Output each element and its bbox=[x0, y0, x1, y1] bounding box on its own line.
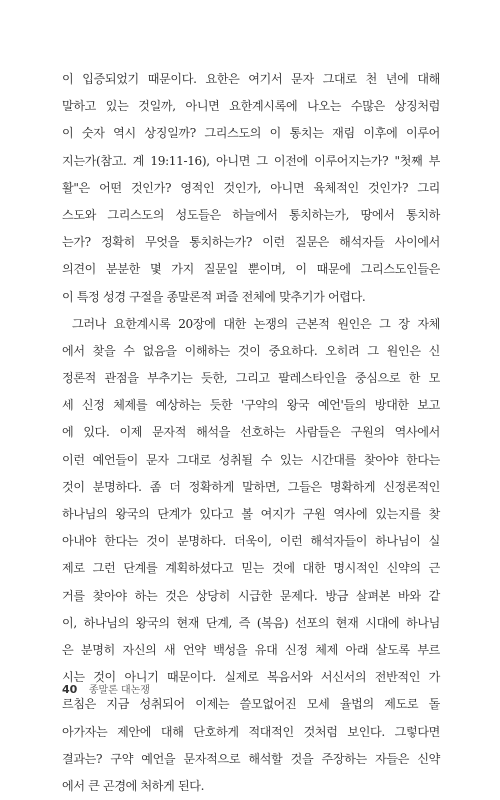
text-line: 이런 예언들이 문자 그대로 성취될 수 있는 시간대를 찾아야 한다는 bbox=[62, 452, 440, 467]
text-line: 이 숫자 역시 상징일까? 그리스도의 이 통치는 재림 이후에 이루어 bbox=[62, 126, 440, 141]
text-line: 시는 것이 아니기 때문이다. 실제로 복음서와 서신서의 전반적인 가 bbox=[62, 670, 440, 685]
text-line: 르침은 지금 성취되어 이제는 쓸모없어진 모세 율법의 제도로 돌 bbox=[62, 697, 440, 712]
text-line: 정론적 관점을 부추기는 듯한, 그리고 팔레스타인을 중심으로 한 모 bbox=[62, 371, 440, 386]
text-line: 는가? 정확히 무엇을 통치하는가? 이런 질문은 해석자들 사이에서 bbox=[62, 235, 440, 250]
text-line: 에 있다. 이제 문자적 해석을 선호하는 사람들은 구원의 역사에서 bbox=[62, 425, 440, 440]
text-line: 이, 하나님의 왕국의 현재 단계, 즉 (복음) 선포의 현재 시대에 하나님 bbox=[62, 615, 440, 630]
text-line: 에서 찾을 수 없음을 이해하는 것이 중요하다. 오히려 그 원인은 신 bbox=[62, 343, 440, 358]
text-line: 거를 찾아야 하는 것은 상당히 시급한 문제다. 방금 살펴본 바와 같 bbox=[62, 588, 440, 603]
page-number: 40 bbox=[62, 683, 78, 696]
text-line: 세 신정 체제를 예상하는 듯한 '구약의 왕국 예언'들의 방대한 보고 bbox=[62, 398, 440, 413]
text-line: 것이 분명하다. 좀 더 정확하게 말하면, 그들은 명확하게 신정론적인 bbox=[62, 479, 440, 494]
running-title: 종말론 대논쟁 bbox=[88, 685, 150, 696]
text-line: 아내야 한다는 것이 분명하다. 더욱이, 이런 해석자들이 하나님이 실 bbox=[62, 534, 440, 549]
text-line: 이 특정 성경 구절을 종말론적 퍼즐 전체에 맞추기가 어렵다. bbox=[62, 289, 366, 304]
text-line: 활"은 어떤 것인가? 영적인 것인가, 아니면 육체적인 것인가? 그리 bbox=[62, 180, 440, 195]
text-line: 결과는? 구약 예언을 문자적으로 해석할 것을 주장하는 자들은 신약 bbox=[62, 751, 440, 766]
text-line: 아가자는 제안에 대해 단호하게 적대적인 것처럼 보인다. 그렇다면 bbox=[62, 724, 440, 739]
paragraph-start-line: 그러나 요한계시록 20장에 대한 논쟁의 근본적 원인은 그 장 자체 bbox=[72, 316, 440, 331]
text-line: 스도와 그리스도의 성도들은 하늘에서 통치하는가, 땅에서 통치하 bbox=[62, 207, 440, 222]
text-line: 하나님의 왕국의 단계가 있다고 볼 여지가 구원 역사에 있는지를 찾 bbox=[62, 507, 440, 521]
text-line: 의견이 분분한 몇 가지 질문일 뿐이며, 이 때문에 그리스도인들은 bbox=[62, 262, 440, 277]
text-line: 이 입증되었기 때문이다. 요한은 여기서 문자 그대로 천 년에 대해 bbox=[62, 72, 440, 86]
text-line: 제로 그런 단계를 계획하셨다고 믿는 것에 대한 명시적인 신약의 근 bbox=[62, 561, 440, 576]
text-line: 지는가(참고. 계 19:11-16), 아니면 그 이전에 이루어지는가? "첫째 부 bbox=[62, 153, 440, 168]
text-line: 말하고 있는 것일까, 아니면 요한계시록에 나오는 수많은 상징처럼 bbox=[62, 99, 440, 114]
text-line: 은 분명히 자신의 새 언약 백성을 유대 신정 체제 아래 살도록 부르 bbox=[62, 642, 440, 657]
text-line: 에서 큰 곤경에 처하게 된다. bbox=[62, 778, 205, 793]
page-footer bbox=[62, 681, 150, 696]
